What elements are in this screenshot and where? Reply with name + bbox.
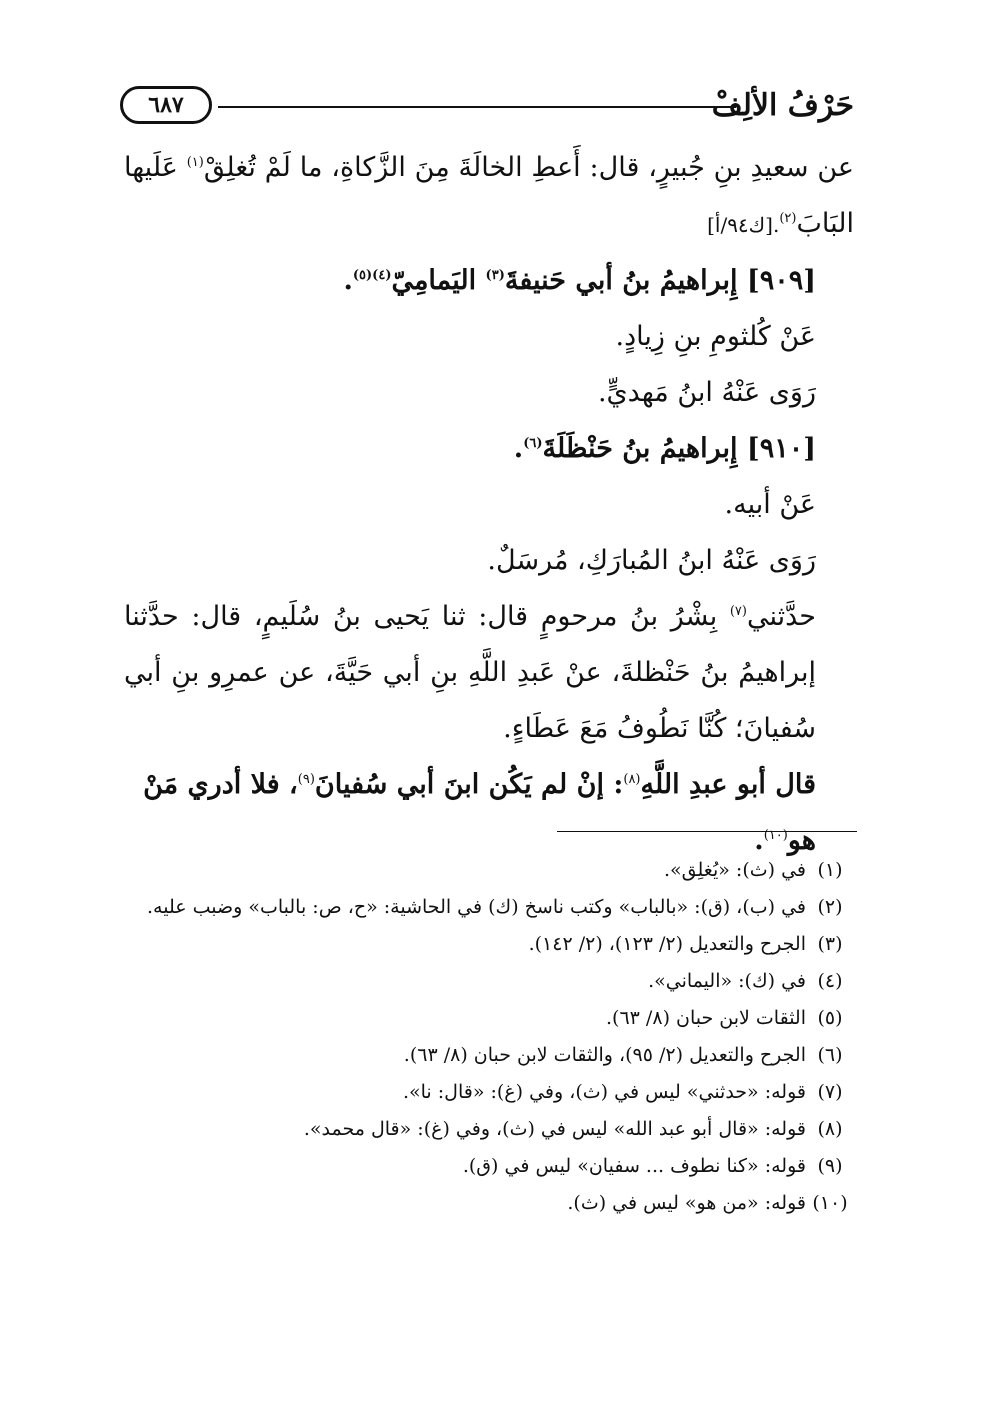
footnote-text: قوله: «كنا نطوف ... سفيان» ليس في (ق). (462, 1155, 806, 1177)
footnote-5 (124, 1000, 854, 1037)
footnote-ref-10: (١٠) (763, 828, 788, 843)
footnote-separator (557, 831, 857, 832)
running-head: حَرْفُ الألِفْ (711, 88, 854, 123)
footnote-number: (٨) (817, 1118, 843, 1140)
entry-909-an: عَنْ كُلثومِ بنِ زِيادٍ. (615, 321, 816, 352)
footnote-number: (٢) (817, 896, 843, 918)
entry-909-heading (124, 253, 854, 309)
footnote-text: في (ب)، (ق): «بالباب» وكتب ناسخ (ك) في الحاشية: «ح، ص: بالباب» وضبب عليه. (147, 896, 806, 918)
entry-909-dot: . (343, 265, 353, 296)
footnote-text: قوله: «قال أبو عبد الله» ليس في (ث)، وفي (غ): «قال محمد». (303, 1118, 806, 1140)
entry-910-an: عَنْ أبيه. (724, 489, 816, 520)
footnote-4 (124, 963, 854, 1000)
intro-line1: عن سعيدِ بنِ جُبيرٍ، قال: أَعطِ الخالَةَ مِنَ الزَّكاةِ، ما لَمْ تُغلِقْ (203, 152, 855, 183)
footnote-text: قوله: «من هو» ليس في (ث). (567, 1192, 806, 1214)
footnote-text: قوله: «حدثني» ليس في (ث)، وفي (غ): «قال: نا». (402, 1081, 806, 1103)
footnote-ref-4-5: (٤)(٥) (352, 268, 392, 283)
footnote-ref-7: (٧) (729, 604, 747, 619)
footnote-ref-3: (٣) (485, 268, 505, 283)
closing-text2: ، فلا أدري مَنْ هو (143, 769, 816, 856)
footnote-ref-1: (١) (186, 155, 204, 170)
footnote-1 (124, 852, 854, 889)
footnote-2 (124, 889, 854, 926)
footnote-ref-8: (٨) (623, 772, 641, 787)
footnote-ref-2: (٢) (779, 211, 797, 226)
footnote-text: الجرح والتعديل (٢/ ١٢٣)، (٢/ ١٤٢). (528, 933, 806, 955)
main-text (124, 140, 854, 869)
footnote-10 (124, 1185, 854, 1222)
intro-line1-end: عَلَيها (124, 152, 187, 183)
page-number: ٦٨٧ (120, 86, 212, 124)
hadith-text: بِشْرُ بنُ مرحومٍ قال: ثنا يَحيى بنُ سُلَيمٍ، قال: حدَّثنا إبراهيمُ بنُ حَنْظلةَ، عنْ عَبدِ اللَّهِ بنِ أبي حَيَّةَ، عن عمرِو بنِ أبي سُفيانَ؛ كُنَّا نَطُوفُ مَعَ عَطَاءٍ. (124, 601, 816, 744)
footnote-number: (٧) (817, 1081, 843, 1103)
footnote-number: (٣) (817, 933, 843, 955)
footnote-text: في (ك): «اليماني». (648, 970, 806, 992)
closing-text1: : إنْ لم يَكُن ابنَ أبي سُفيانَ (314, 769, 624, 800)
hadith-start: حدَّثني (746, 601, 816, 632)
footnote-6 (124, 1037, 854, 1074)
footnote-text: الثقات لابن حبان (٨/ ٦٣). (606, 1007, 806, 1029)
entry-910-heading (124, 421, 854, 477)
page-header (120, 84, 854, 132)
footnote-text: في (ث): «يُغلِق». (664, 859, 806, 881)
intro-line2: البَابَ (796, 208, 854, 239)
intro-paragraph (124, 140, 854, 253)
footnote-number: (١٠) (812, 1192, 848, 1214)
footnote-number: (١) (817, 859, 843, 881)
footnote-8 (124, 1111, 854, 1148)
entry-910-title: [٩١٠] إِبراهيمُ بنُ حَنْظَلَةَ (542, 433, 816, 464)
footnote-text: الجرح والتعديل (٢/ ٩٥)، والثقات لابن حبان (٨/ ٦٣). (403, 1044, 806, 1066)
hadith-paragraph (124, 589, 854, 757)
footnote-number: (٤) (817, 970, 843, 992)
closing-speaker: قال أبو عبدِ اللَّهِ (640, 769, 816, 800)
footnote-ref-9: (٩) (297, 772, 315, 787)
footnote-9 (124, 1148, 854, 1185)
entry-909-title-end: اليَمامِيّ (391, 265, 486, 296)
footnote-ref-6: (٦) (523, 436, 543, 451)
entry-910-dot: . (513, 433, 524, 464)
manuscript-ref: .[ك٩٤/أ] (707, 213, 780, 237)
entry-910-rawa: رَوَى عَنْهُ ابنُ المُبارَكِ، مُرسَلٌ. (487, 545, 816, 576)
footnote-number: (٥) (817, 1007, 843, 1029)
closing-dot: . (754, 825, 764, 856)
footnote-number: (٩) (817, 1155, 843, 1177)
header-rule (218, 106, 736, 108)
footnote-number: (٦) (817, 1044, 843, 1066)
entry-909-rawa: رَوَى عَنْهُ ابنُ مَهديٍّ. (597, 377, 816, 408)
footnote-3 (124, 926, 854, 963)
footnotes (124, 852, 854, 1222)
entry-909-title: [٩٠٩] إِبراهيمُ بنُ أبي حَنيفةَ (504, 265, 816, 296)
footnote-7 (124, 1074, 854, 1111)
